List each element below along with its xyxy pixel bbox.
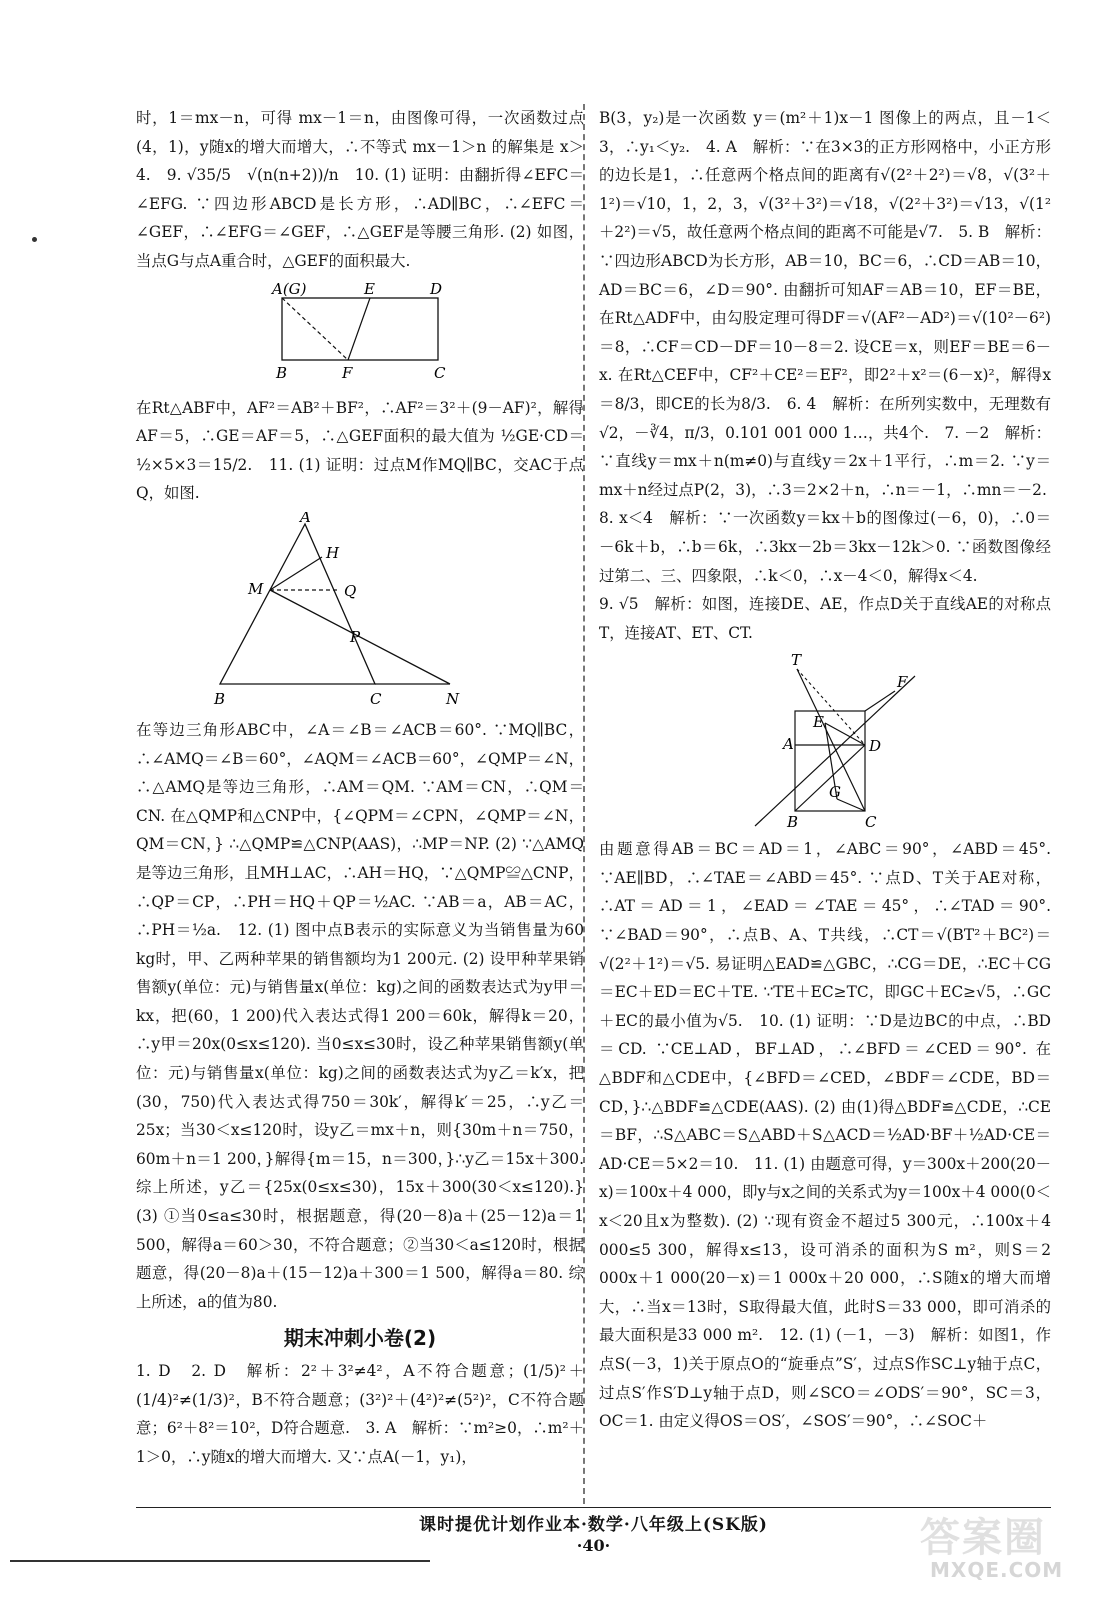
square-figure <box>725 651 925 831</box>
left-column <box>136 104 584 1471</box>
tri-label-c: C <box>370 689 382 708</box>
triangle-figure <box>210 512 510 712</box>
tri-label-p: P <box>350 627 361 646</box>
sq-label-d: D <box>869 737 882 756</box>
sq-label-t: T <box>791 651 802 670</box>
left-paragraph-1: 时，1＝mx－n，可得 mx－1＝n，由图像可得，一次函数过点(4，1)，y随x的增大而增大，∴不等式 mx－1＞n 的解集是 x＞4. 9. √35/5 √(n(n+2))/n 10. (1) 证明：由翻折得∠EFC＝∠EFG. ∵四边形ABCD是长方形，∴AD∥BC，∴∠EFC＝∠GEF，∴∠EFG＝∠GEF，∴△GEF是等腰三角形. (2) 如图，当点G与点A重合时，△GEF的面积最大. <box>136 109 584 270</box>
bottom-edge-rule <box>10 1560 430 1562</box>
rect-label-c: C <box>434 363 446 382</box>
left-paragraph-2: 在Rt△ABF中，AF²＝AB²＋BF²，∴AF²＝3²＋(9－AF)²，解得AF＝5，∴GE＝AF＝5，∴△GEF面积的最大值为 ½GE·CD＝½×5×3＝15/2. 11. (1) 证明：过点M作MQ∥BC，交AC于点Q，如图. <box>136 398 584 503</box>
sq-label-b: B <box>787 813 799 832</box>
tri-label-m: M <box>248 579 264 598</box>
sq-label-c: C <box>865 813 877 832</box>
column-divider <box>583 104 585 1504</box>
rect-label-b: B <box>276 363 288 382</box>
stray-dot <box>32 237 37 242</box>
left-paragraph-3: 在等边三角形ABC中，∠A＝∠B＝∠ACB＝60°. ∵MQ∥BC，∴∠AMQ＝∠B＝60°，∠AQM＝∠ACB＝60°，∠QMP＝∠N，∴△AMQ是等边三角形，∴AM＝QM. ∵AM＝CN，∴QM＝CN. 在△QMP和△CNP中，{∠QPM＝∠CPN，∠QMP＝∠N，QM＝CN，} ∴△QMP≌△CNP(AAS)，∴MP＝NP. (2) ∵△AMQ是等边三角形，且MH⊥AC，∴AH＝HQ，∵△QMP≌△CNP，∴QP＝CP，∴PH＝HQ＋QP＝½AC. ∵AB＝a，AB＝AC，∴PH＝½a. 12. (1) 图中点B表示的实际意义为当销售量为60 kg时，甲、乙两种苹果的销售额均为1 200元. (2) 设甲种苹果销售额y(单位：元)与销售量x(单位：kg)之间的函数表达式为y甲＝kx，把(60，1 200)代入表达式得1 200＝60k，解得k＝20，∴y甲＝20x(0≤x≤120). 当0≤x≤30时，设乙种苹果销售额y(单位：元)与销售量x(单位：kg)之间的函数表达式为y乙＝k′x，把(30，750)代入表达式得750＝30k′，解得k′＝25，∴y乙＝25x；当30＜x≤120时，设y乙＝mx＋n，则{30m＋n＝750，60m＋n＝1 200，}解得{m＝15，n＝300，}∴y乙＝15x＋300. 综上所述，y乙＝{25x(0≤x≤30)，15x＋300(30＜x≤120).} (3) ①当0≤a≤30时，根据题意，得(20－8)a＋(25－12)a＝1 500，解得a＝60＞30，不符合题意；②当30＜a≤120时，根据题意，得(20－8)a＋(15－12)a＋300＝1 500，解得a＝80. 综上所述，a的值为80. <box>136 720 584 1311</box>
right-paragraph-3: 9. √5 解析：如图，连接DE、AE，作点D关于直线AE的对称点T，连接AT、ET、CT. <box>599 595 1051 642</box>
sq-label-f: F <box>897 673 908 692</box>
watermark-logo: 答案圈 <box>920 1515 1046 1561</box>
footer-title: 课时提优计划作业本·数学·八年级上(SK版) <box>419 1515 768 1535</box>
watermark <box>900 1492 1100 1592</box>
right-paragraph-1: B(3，y₂)是一次函数 y＝(m²＋1)x－1 图像上的两点，且－1＜3，∴y₁＜y₂. 4. A 解析：∵在3×3的正方形网格中，小正方形的边长是1，∴任意两个格点间的距离有√(2²＋2²)＝√8，√(3²＋1²)＝√10，1，2，3，√(3²＋3²)＝√18，√(2²＋3²)＝√13，√(1²＋2²)＝√5，故任意两个格点间的距离不可能是√7. 5. B 解析：∵四边形ABCD为长方形，AB＝10，BC＝6，∴CD＝AB＝10，AD＝BC＝6，∠D＝90°. 由翻折可知AF＝AB＝10，EF＝BE，在Rt△ADF中，由勾股定理可得DF＝√(AF²－AD²)＝√(10²－6²)＝8，∴CF＝CD－DF＝10－8＝2. 设CE＝x，则EF＝BE＝6－x. 在Rt△CEF中，CF²＋CE²＝EF²，即2²＋x²＝(6－x)²，解得x＝8/3，即CE的长为8/3. 6. 4 解析：在所列实数中，无理数有√2，－∛4，π/3，0.101 001 000 1…，共4个. 7. －2 解析：∵直线y＝mx＋n(m≠0)与直线y＝2x＋1平行，∴m＝2. ∵y＝mx＋n经过点P(2，3)，∴3＝2×2＋n，∴n＝－1，∴mn＝－2. <box>599 109 1051 499</box>
rectangle-figure <box>270 280 450 390</box>
right-column <box>599 104 1051 1436</box>
sq-label-a: A <box>783 735 794 754</box>
tri-label-a: A <box>300 511 311 526</box>
right-paragraph-2: 8. x＜4 解析：∵一次函数y＝kx＋b的图像过(－6，0)，∴0＝－6k＋b，∴b＝6k，∴3kx－2b＝3kx－12k＞0. ∵函数图像经过第二、三、四象限，∴k＜0，∴x－4＜0，解得x＜4. <box>599 509 1051 585</box>
left-paragraph-4: 1. D 2. D 解析：2²＋3²≠4²，A不符合题意；(1/5)²＋(1/4)²≠(1/3)²，B不符合题意；(3²)²＋(4²)²≠(5²)²，C不符合题意；6²＋8²＝10²，D符合题意. 3. A 解析：∵m²≥0，∴m²＋1＞0，∴y随x的增大而增大. 又∵点A(－1，y₁)， <box>136 1362 584 1466</box>
tri-label-b: B <box>214 689 226 708</box>
rect-label-e: E <box>364 279 375 298</box>
rect-label-d: D <box>430 279 443 298</box>
right-paragraph-4: 由题意得AB＝BC＝AD＝1，∠ABC＝90°，∠ABD＝45°. ∵AE∥BD，∴∠TAE＝∠ABD＝45°. ∵点D、T关于AE对称，∴AT＝AD＝1，∠EAD＝∠TAE＝45°，∴∠TAD＝90°. ∵∠BAD＝90°，∴点B、A、T共线，∴CT＝√(BT²＋BC²)＝√(2²＋1²)＝√5. 易证明△EAD≌△GBC，∴CG＝DE，∴EC＋CG＝EC＋ED＝EC＋TE. ∵TE＋EC≥TC，即GC＋EC≥√5，∴GC＋EC的最小值为√5. 10. (1) 证明：∵D是边BC的中点，∴BD＝CD. ∵CE⊥AD，BF⊥AD，∴∠BFD＝∠CED＝90°. 在△BDF和△CDE中，{∠BFD＝∠CED，∠BDF＝∠CDE，BD＝CD，}∴△BDF≌△CDE(AAS). (2) 由(1)得△BDF≌△CDE，∴CE＝BF，∴S△ABC＝S△ABD＋S△ACD＝½AD·BF＋½AD·CE＝AD·CE＝5×2＝10. 11. (1) 由题意可得，y＝300x＋200(20－x)＝100x＋4 000，即y与x之间的关系式为y＝100x＋4 000(0＜x＜20且x为整数). (2) ∵现有资金不超过5 300元，∴100x＋4 000≤5 300，解得x≤13，设可消杀的面积为S m²，则S＝2 000x＋1 000(20－x)＝1 000x＋20 000，∴S随x的增大而增大，∴当x＝13时，S取得最大值，此时S＝33 000，即可消杀的最大面积是33 000 m². 12. (1) (－1，－3) 解析：如图1，作点S(－3，1)关于原点O的“旋垂点”S′，过点S作SC⊥y轴于点C，过点S′作S′D⊥y轴于点D，则∠SCO＝∠ODS′＝90°，SC＝3，OC＝1. 由定义得OS＝OS′，∠SOS′＝90°，∴∠SOC＋ <box>599 840 1051 1431</box>
page-number: ·40· <box>576 1536 611 1555</box>
watermark-url: MXQE.COM <box>930 1558 1064 1582</box>
rect-label-a: A(G) <box>272 279 307 298</box>
tri-label-q: Q <box>344 581 357 600</box>
tri-label-h: H <box>326 543 340 562</box>
sq-label-g: G <box>829 783 841 802</box>
tri-label-n: N <box>446 689 460 708</box>
sq-label-e: E <box>813 713 824 732</box>
rect-label-f: F <box>342 363 353 382</box>
section-title: 期末冲刺小卷(2) <box>283 1326 437 1351</box>
